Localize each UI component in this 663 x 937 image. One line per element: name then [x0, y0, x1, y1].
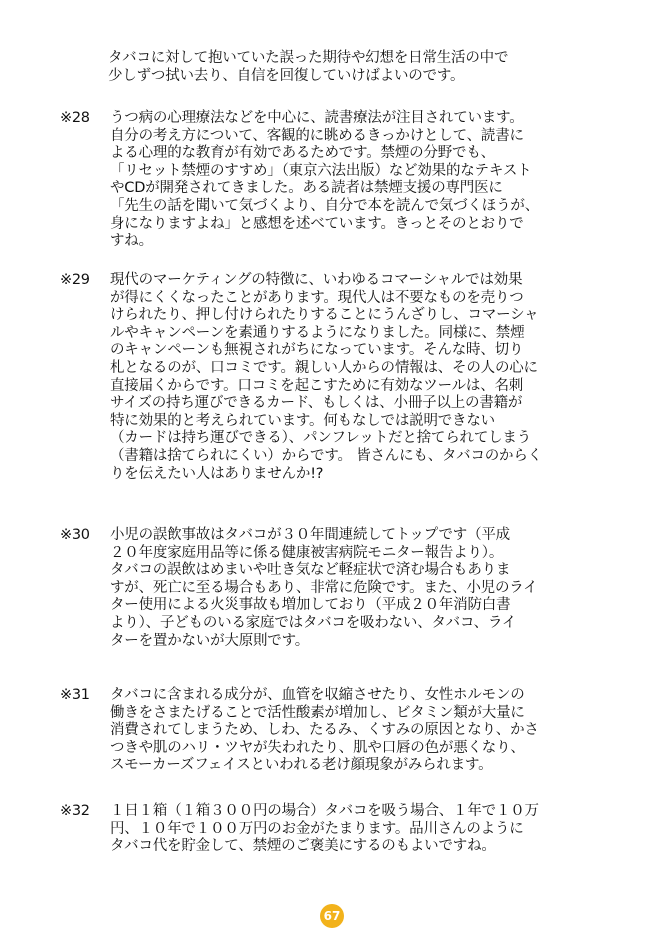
text-line: ２０年度家庭用品等に係る健康被害病院モニター報告より）。: [110, 544, 504, 561]
note-body: [110, 272, 640, 483]
text-line: 現代のマーケティングの特徴に、いわゆるコマーシャルでは効果: [110, 272, 523, 288]
text-line: （書籍は捨てられにくい）からです。 皆さんにも、タバコのからく: [110, 447, 542, 464]
text-line: スモーカーズフェイスといわれる老け顔現象がみられます。: [110, 757, 493, 774]
text-line: （カードは持ち運びできる）、パンフレットだと捨てられてしまう: [110, 430, 532, 447]
text-line: タバコに含まれる成分が、血管を収縮させたり、女性ホルモンの: [110, 687, 525, 703]
text-line: タバコに対して抱いていた誤った期待や幻想を日常生活の中で: [108, 50, 509, 66]
text-line: 自分の考え方について、客観的に眺めるきっかけとして、読書に: [110, 127, 524, 144]
text-line: より）、子どものいる家庭ではタバコを吸わない、タバコ、ライ: [110, 614, 517, 631]
text-line: 「リセット禁煙のすすめ」（東京六法出版）など効果的なテキスト: [110, 162, 532, 179]
text-line: すが、死亡に至る場合もあり、非常に危険です。また、小児のライ: [110, 579, 538, 596]
note-number: ※29: [60, 272, 90, 288]
note-number: ※30: [60, 527, 90, 543]
text-line: が得にくくなったことがあります。現代人は不要なものを売りつ: [110, 289, 524, 306]
note-number: ※28: [60, 110, 90, 126]
text-line: やCDが開発されてきました。ある読者は禁煙支援の専門医に: [110, 180, 503, 197]
text-line: タバコの誤飲はめまいや吐き気など軽症状で済む場合もありま: [110, 562, 511, 579]
text-line: 特に効果的と考えられています。何もなしでは説明できない: [110, 412, 495, 429]
text-line: けられたり、押し付けられたりすることにうんざりし、コマーシャ: [110, 307, 539, 324]
text-line: ターを置かないが大原則です。: [110, 632, 310, 649]
text-line: すね。: [110, 233, 153, 250]
note-number: ※31: [60, 687, 90, 703]
intro-paragraph: [108, 50, 628, 85]
text-line: のキャンペーンも無視されがちになっています。そんな時、切り: [110, 342, 524, 359]
text-line: 少しずつ拭い去り、自信を回復していけばよいのです。: [108, 67, 465, 84]
page-number-badge: 67: [320, 904, 344, 928]
text-line: ルやキャンペーンを素通りするようになりました。同様に、禁煙: [110, 324, 525, 341]
text-line: 「先生の話を聞いて気づくより、自分で本を読んで気づくほうが、: [110, 197, 539, 214]
text-line: つきや肌のハリ・ツヤが失われたり、肌や口唇の色が悪くなり、: [110, 739, 525, 756]
text-line: うつ病の心理療法などを中心に、読書療法が注目されています。: [110, 110, 524, 126]
text-line: 身になりますよね」と感想を述べています。きっとそのとおりで: [110, 215, 524, 232]
text-line: 直接届くからです。口コミを起こすために有効なツールは、名刺: [110, 377, 524, 394]
text-line: 札となるのが、口コミです。親しい人からの情報は、その人の心に: [110, 359, 538, 376]
text-line: 働きをさまたげることで活性酸素が増加し、ビタミン類が大量に: [110, 704, 525, 721]
text-line: サイズの持ち運びできるカード、もしくは、小冊子以上の書籍が: [110, 395, 523, 412]
note-body: [110, 803, 640, 856]
text-line: ター使用による火災事故も増加しており（平成２０年消防白書: [110, 597, 511, 614]
text-line: りを伝えたい人はありませんか!?: [110, 465, 324, 482]
text-line: タバコ代を貯金して、禁煙のご褒美にするのもよいですね。: [110, 838, 496, 855]
note-body: [110, 110, 640, 251]
note-body: [110, 687, 640, 775]
text-line: 円、１０年で１００万円のお金がたまります。品川さんのように: [110, 820, 524, 837]
text-line: 小児の誤飲事故はタバコが３０年間連続してトップです（平成: [110, 527, 510, 543]
text-line: よる心理的な教育が有効であるためです。禁煙の分野でも、: [110, 145, 495, 162]
text-line: １日１箱（１箱３００円の場合）タバコを吸う場合、１年で１０万: [110, 803, 539, 819]
note-number: ※32: [60, 803, 90, 819]
text-line: 消費されてしまうため、しわ、たるみ、くすみの原因となり、かさ: [110, 722, 539, 739]
note-body: [110, 527, 640, 650]
